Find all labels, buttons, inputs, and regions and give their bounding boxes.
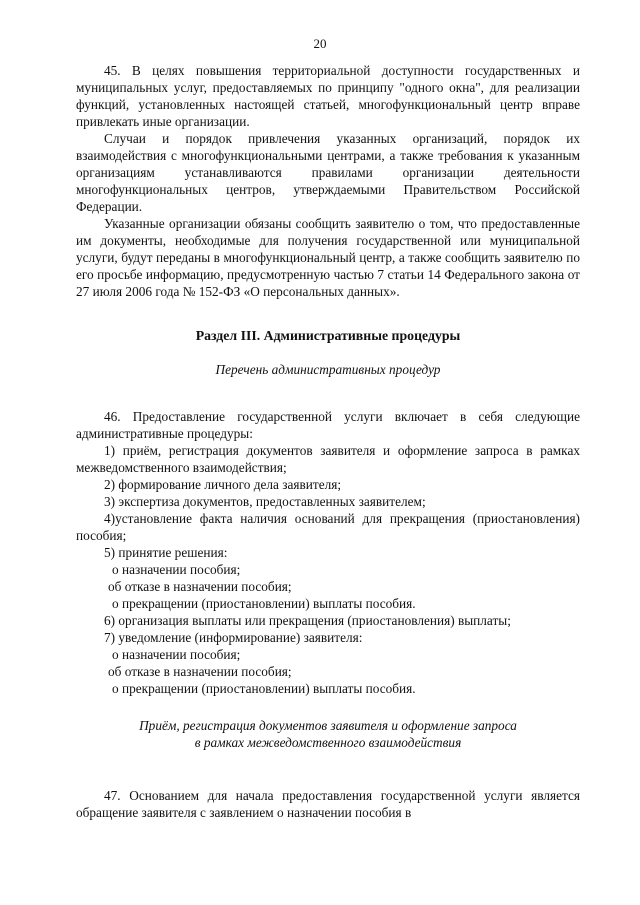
list-item-7c: о прекращении (приостановлении) выплаты пособия. [112,681,416,696]
list-item-1: 1) приём, регистрация документов заявителя и оформление запроса в рамках межведомственного взаимодействия; [76,443,580,475]
section-title: Раздел III. Административные процедуры [195,328,461,343]
list-item-5: 5) принятие решения: [104,545,228,560]
page-number: 20 [313,36,327,51]
list-item-7b: об отказе в назначении пособия; [108,664,292,679]
list-item-5a: о назначении пособия; [112,562,241,577]
list-item-7a: о назначении пособия; [112,647,241,662]
paragraph-cases: Случаи и порядок привлечения указанных организаций, порядок их взаимодействия с многофункциональными центрами, а также требования к указанным организациям устанавливаются правилами организации деятельности многофункциональных центров, утверждаемыми Правительством Российской Федерации. [76,131,580,214]
document-body [76,62,580,821]
paragraph-organizations: Указанные организации обязаны сообщить заявителю о том, что предоставленные им документы, необходимые для получения государственной или муниципальной услуги, будут переданы в многофункциональный центр, а также сообщить заявителю по его просьбе информацию, предусмотренную частью 7 статьи 14 Федерального закона от 27 июля 2006 года № 152-ФЗ «О персональных данных». [76,216,580,299]
list-item-4: 4)установление факта наличия оснований для прекращения (приостановления) пособия; [76,511,580,543]
paragraph-47: 47. Основанием для начала предоставления государственной услуги является обращение заявителя с заявлением о назначении пособия в [76,788,580,820]
list-item-3: 3) экспертиза документов, предоставленных заявителем; [104,494,426,509]
list-item-2: 2) формирование личного дела заявителя; [104,477,342,492]
list-item-5c: о прекращении (приостановлении) выплаты пособия. [112,596,416,611]
list-item-6: 6) организация выплаты или прекращения (приостановления) выплаты; [104,613,511,628]
subsection-heading-line2: в рамках межведомственного взаимодействия [194,735,462,750]
paragraph-45: 45. В целях повышения территориальной доступности государственных и муниципальных услуг, предоставляемых по принципу "одного окна", для реализации функций, установленных настоящей статьей, многофункциональный центр вправе привлекать иные организации. [76,63,580,129]
paragraph-46: 46. Предоставление государственной услуги включает в себя следующие административные процедуры: [76,409,580,441]
list-item-7: 7) уведомление (информирование) заявителя: [104,630,363,645]
section-subtitle: Перечень административных процедур [215,362,441,377]
list-item-5b: об отказе в назначении пособия; [108,579,292,594]
subsection-heading-line1: Приём, регистрация документов заявителя и оформление запроса [139,718,517,733]
